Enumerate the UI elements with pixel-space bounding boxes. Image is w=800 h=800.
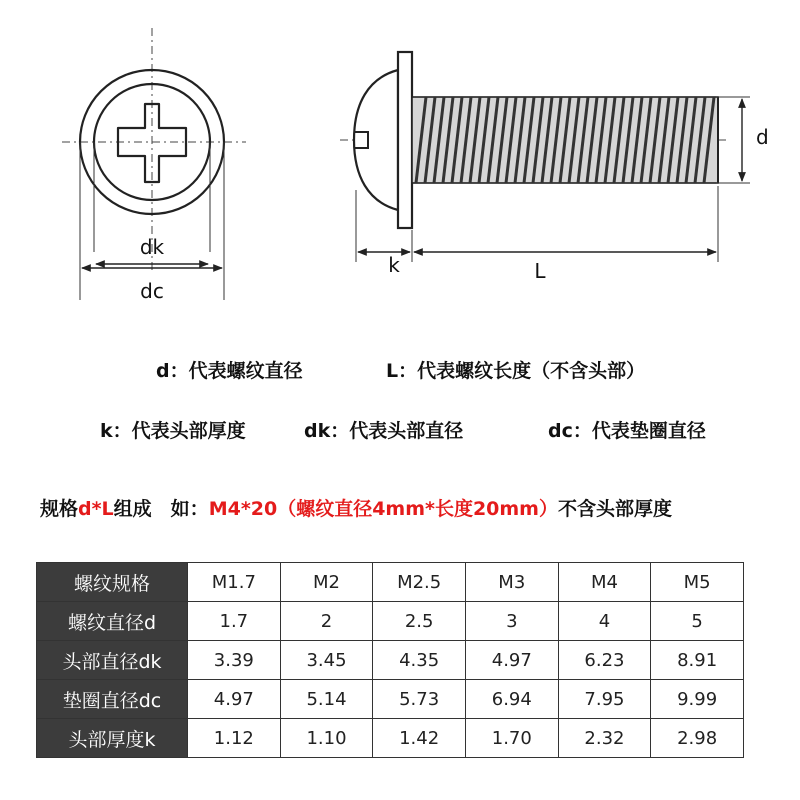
table-cell: 1.42 xyxy=(373,719,466,758)
table-cell: M2 xyxy=(280,563,373,602)
table-cell: M3 xyxy=(465,563,558,602)
table-row xyxy=(37,680,744,719)
spec-example: M4*20（螺纹直径4mm*长度20mm） xyxy=(208,498,558,520)
row-header: 螺纹直径d xyxy=(37,602,188,641)
table-cell: M4 xyxy=(558,563,651,602)
legend-k: k：代表头部厚度 xyxy=(100,420,246,442)
table-row xyxy=(37,719,744,758)
table-cell: 8.91 xyxy=(651,641,744,680)
table-cell: 4.35 xyxy=(373,641,466,680)
side-view xyxy=(340,52,769,283)
row-header: 垫圈直径dc xyxy=(37,680,188,719)
table-cell: 1.12 xyxy=(188,719,281,758)
screw-head-dome xyxy=(354,70,398,210)
table-cell: M2.5 xyxy=(373,563,466,602)
spec-suffix: 组成 如： xyxy=(113,498,209,520)
washer-flange xyxy=(398,52,412,228)
table-cell: 7.95 xyxy=(558,680,651,719)
legend-dk: dk：代表头部直径 xyxy=(304,420,464,442)
spec-tail: 不含头部厚度 xyxy=(557,498,672,520)
table-cell: 5 xyxy=(651,602,744,641)
spec-prefix: 规格 xyxy=(40,498,79,520)
table-cell: 2.5 xyxy=(373,602,466,641)
legend-dc: dc：代表垫圈直径 xyxy=(548,420,706,442)
table-cell: 6.94 xyxy=(465,680,558,719)
dim-dk-label: dk xyxy=(139,235,165,259)
table-cell: 3 xyxy=(465,602,558,641)
table-cell: 5.73 xyxy=(373,680,466,719)
table-cell: 4 xyxy=(558,602,651,641)
table-cell: 1.7 xyxy=(188,602,281,641)
table-cell: 6.23 xyxy=(558,641,651,680)
dim-dc-label: dc xyxy=(140,279,164,303)
table-cell: 3.39 xyxy=(188,641,281,680)
table-row xyxy=(37,563,744,602)
table-cell: 5.14 xyxy=(280,680,373,719)
table-cell: 2.32 xyxy=(558,719,651,758)
table-row xyxy=(37,602,744,641)
table-cell: 1.10 xyxy=(280,719,373,758)
dim-d-label: d xyxy=(756,125,769,149)
screw-diagram xyxy=(0,0,800,320)
table-cell: 4.97 xyxy=(465,641,558,680)
spec-note xyxy=(40,494,672,521)
dim-k-label: k xyxy=(388,253,400,277)
row-header: 螺纹规格 xyxy=(37,563,188,602)
dim-L-label: L xyxy=(534,259,546,283)
table-cell: M5 xyxy=(651,563,744,602)
table-cell: 4.97 xyxy=(188,680,281,719)
row-header: 头部厚度k xyxy=(37,719,188,758)
table-cell: 2.98 xyxy=(651,719,744,758)
table-row xyxy=(37,641,744,680)
table-cell: M1.7 xyxy=(188,563,281,602)
legend-L: L：代表螺纹长度（不含头部） xyxy=(386,360,646,382)
table-cell: 1.70 xyxy=(465,719,558,758)
top-view xyxy=(62,28,246,303)
row-header: 头部直径dk xyxy=(37,641,188,680)
table-cell: 2 xyxy=(280,602,373,641)
table-cell: 3.45 xyxy=(280,641,373,680)
spec-table xyxy=(36,562,744,758)
table-cell: 9.99 xyxy=(651,680,744,719)
spec-formula: d*L xyxy=(78,498,114,520)
legend-d: d：代表螺纹直径 xyxy=(156,360,303,382)
